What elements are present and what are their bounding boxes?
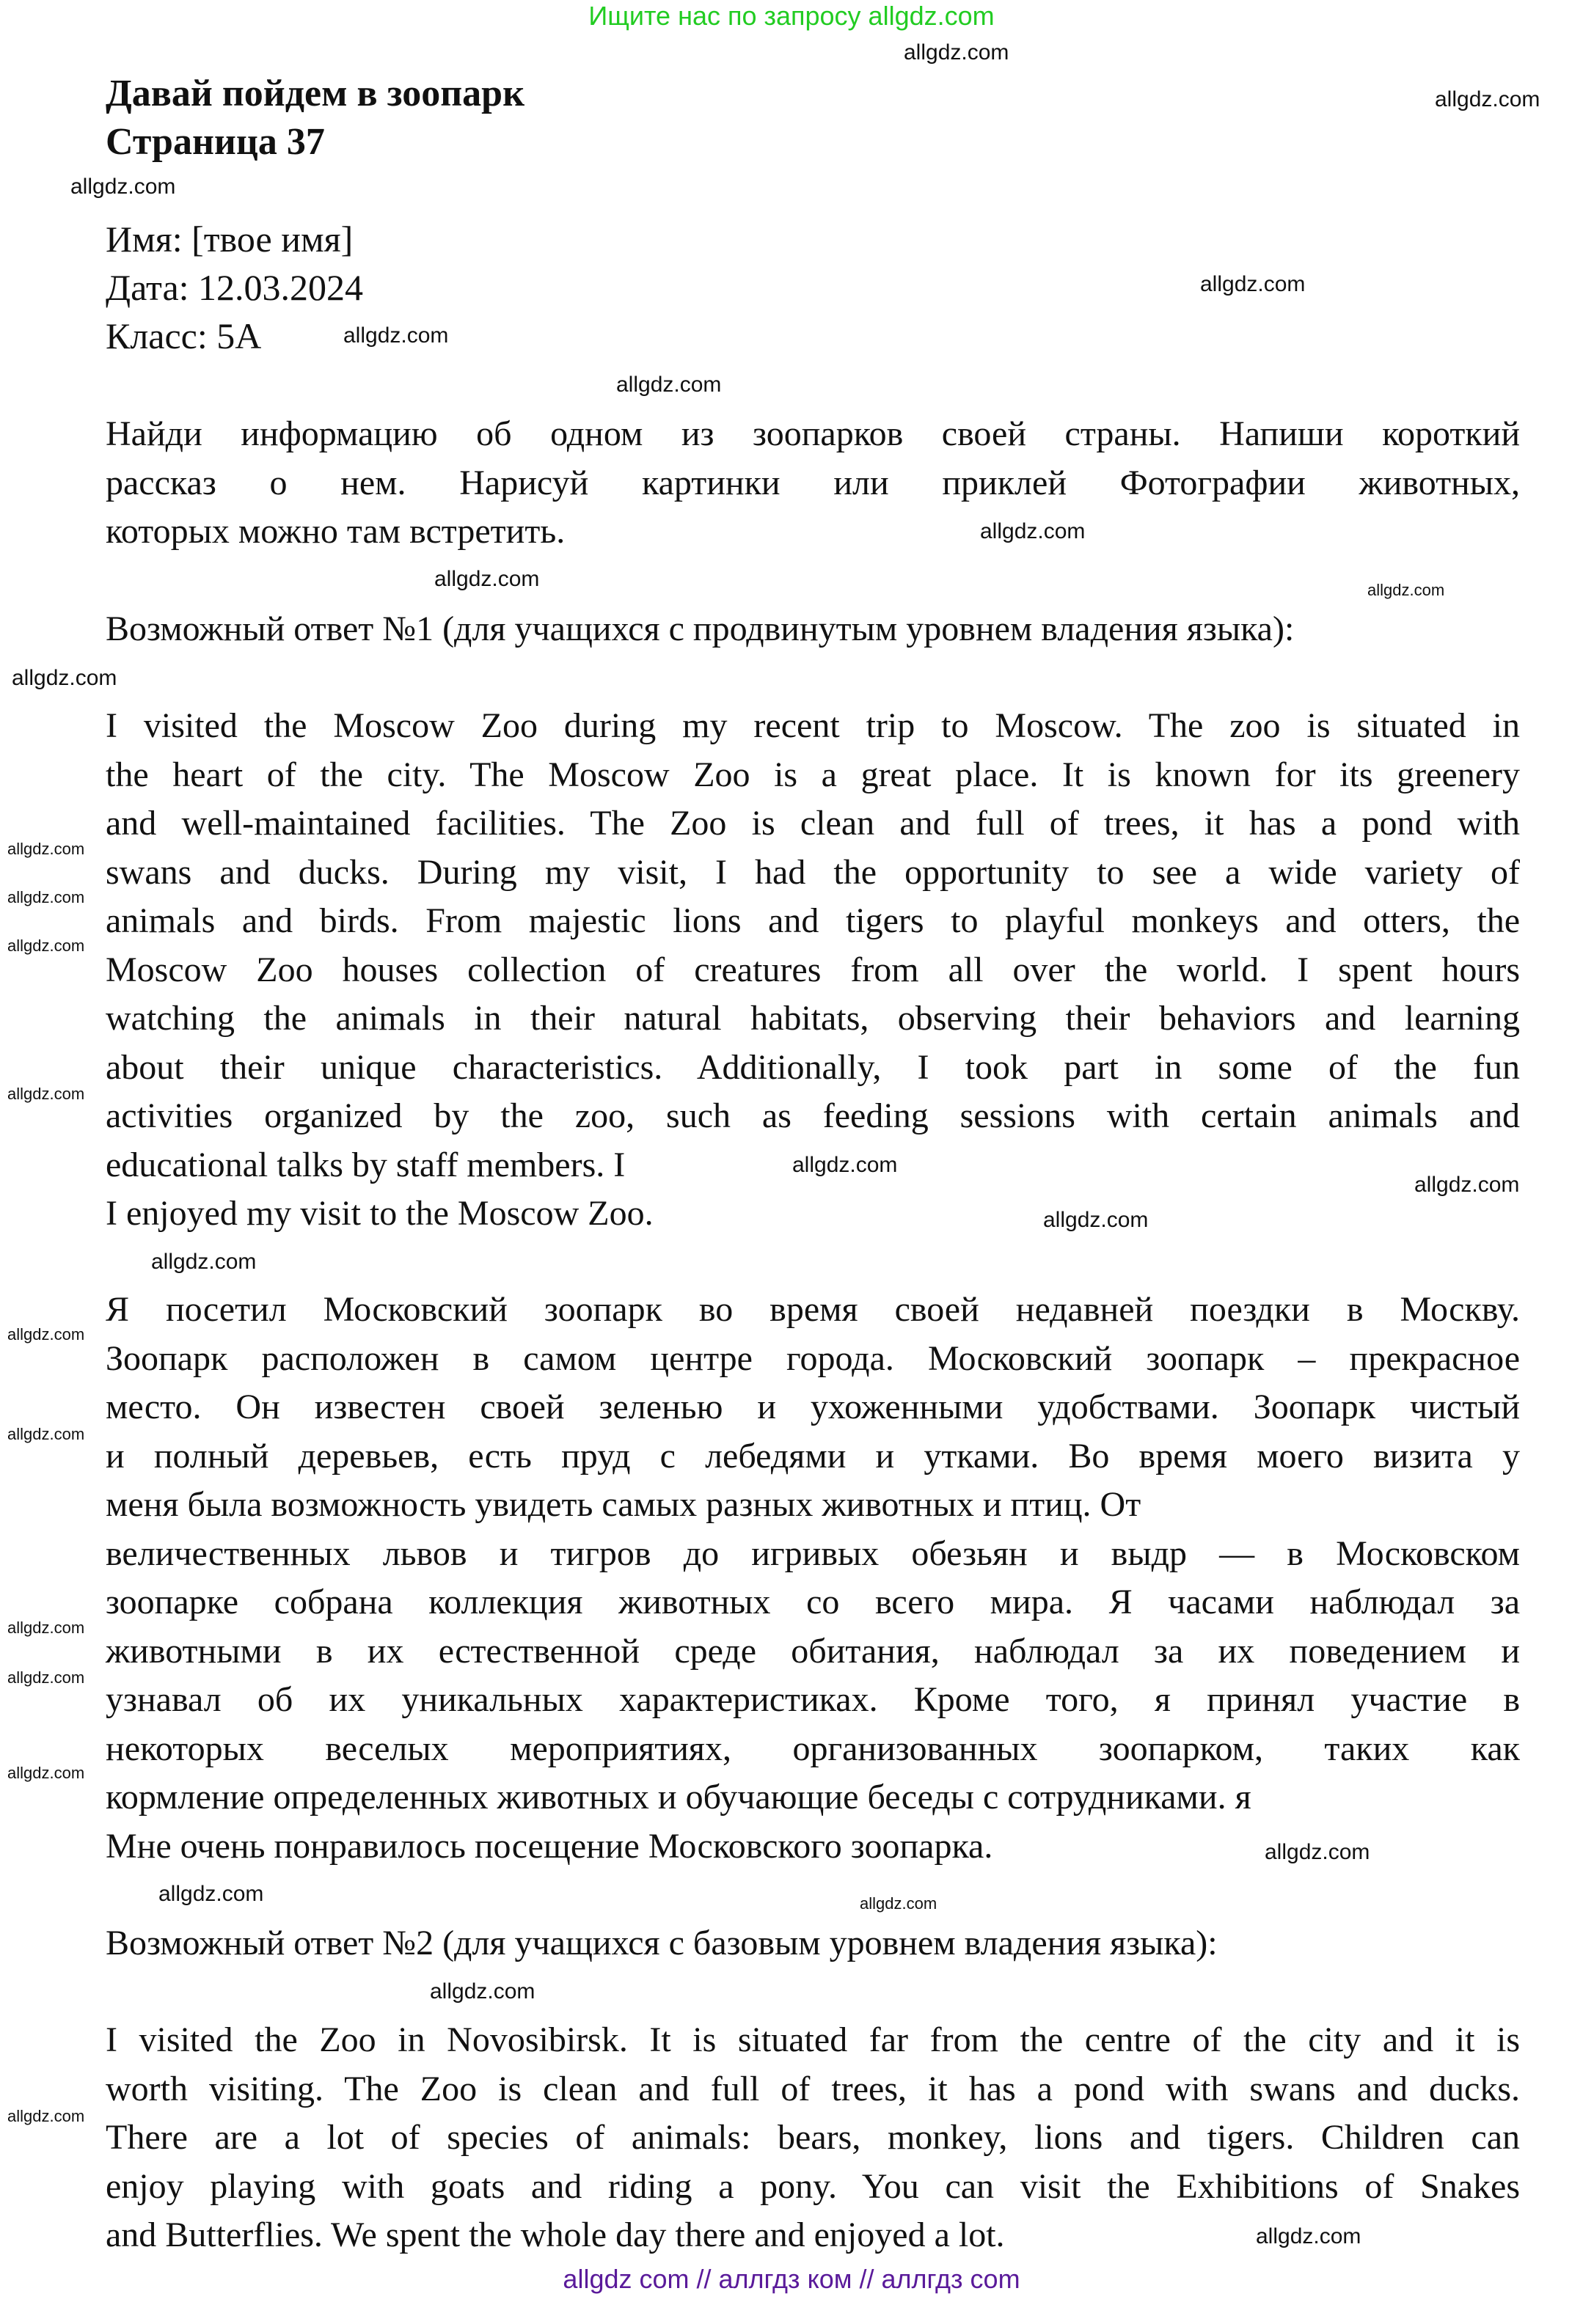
text-line: Зоопарк расположен в самом центре города. Московский зоопарк – прекрасное bbox=[106, 1338, 1520, 1378]
text-line: Найди информацию об одном из зоопарков своей страны. Напиши короткий bbox=[106, 414, 1520, 453]
text-line: I enjoyed my visit to the Moscow Zoo. bbox=[106, 1194, 654, 1233]
text-line: educational talks by staff members. I bbox=[106, 1145, 626, 1184]
answer1-russian-paragraph bbox=[106, 1286, 1520, 1871]
watermark: allgdz.com bbox=[7, 2107, 85, 2125]
text-line: the heart of the city. The Moscow Zoo is a great place. It is known for its greenery bbox=[106, 755, 1520, 794]
text-line: которых можно там встретить. bbox=[106, 512, 566, 551]
answer1-heading bbox=[106, 605, 1520, 654]
watermark: allgdz.com bbox=[12, 666, 117, 690]
watermark: allgdz.com bbox=[1367, 581, 1445, 599]
watermark: allgdz.com bbox=[860, 1894, 937, 1913]
watermark: allgdz.com bbox=[158, 1882, 264, 1906]
text-line: меня была возможность увидеть самых разных животных и птиц. От bbox=[106, 1485, 1141, 1524]
text-line: I visited the Zoo in Novosibirsk. It is situated far from the centre of the city and it is bbox=[106, 2020, 1520, 2059]
watermark: allgdz.com bbox=[792, 1153, 898, 1177]
watermark: allgdz.com bbox=[7, 1425, 85, 1443]
watermark: allgdz.com bbox=[7, 936, 85, 955]
watermark: allgdz.com bbox=[1265, 1840, 1370, 1864]
watermark: allgdz.com bbox=[7, 888, 85, 906]
text-line: узнавал об их уникальных характеристиках. Кроме того, я принял участие в bbox=[106, 1680, 1520, 1719]
text-line: рассказ о нем. Нарисуй картинки или приклей Фотографии животных, bbox=[106, 463, 1520, 502]
watermark: allgdz.com bbox=[1414, 1173, 1520, 1197]
text-line: Мне очень понравилось посещение Московского зоопарка. bbox=[106, 1826, 993, 1866]
footer-banner-link[interactable]: allgdz com // аллгдз ком // аллгдз com bbox=[563, 2264, 1020, 2294]
name-field: Имя: [твое имя] bbox=[106, 219, 354, 260]
watermark: allgdz.com bbox=[7, 1325, 85, 1344]
text-line: enjoy playing with goats and riding a pony. You can visit the Exhibitions of Snakes bbox=[106, 2166, 1520, 2206]
watermark: allgdz.com bbox=[151, 1250, 257, 1274]
watermark: allgdz.com bbox=[7, 1085, 85, 1103]
answer2-english-paragraph bbox=[106, 2016, 1520, 2260]
watermark: allgdz.com bbox=[7, 1764, 85, 1782]
watermark: allgdz.com bbox=[7, 1619, 85, 1637]
text-line: watching the animals in their natural habitats, observing their behaviors and learning bbox=[106, 999, 1520, 1038]
watermark: allgdz.com bbox=[904, 40, 1009, 65]
text-line: worth visiting. The Zoo is clean and full of trees, it has a pond with swans and ducks. bbox=[106, 2069, 1520, 2108]
answer2-heading-text: Возможный ответ №2 (для учащихся с базовым уровнем владения языка): bbox=[106, 1924, 1218, 1962]
text-line: и полный деревьев, есть пруд с лебедями и утками. Во время моего визита у bbox=[106, 1436, 1520, 1476]
page-title: Давай пойдем в зоопарк bbox=[106, 73, 525, 114]
text-line: место. Он известен своей зеленью и ухоженными удобствами. Зоопарк чистый bbox=[106, 1388, 1520, 1426]
text-line: Moscow Zoo houses collection of creatures from all over the world. I spent hours bbox=[106, 950, 1520, 989]
text-line: swans and ducks. During my visit, I had the opportunity to see a wide variety of bbox=[106, 852, 1520, 892]
text-line: зоопарке собрана коллекция животных со всего мира. Я часами наблюдал за bbox=[106, 1583, 1520, 1621]
text-line: activities organized by the zoo, such as feeding sessions with certain animals and bbox=[106, 1096, 1520, 1135]
watermark: allgdz.com bbox=[980, 519, 1086, 543]
page-number: Страница 37 bbox=[106, 121, 325, 163]
watermark: allgdz.com bbox=[616, 373, 722, 397]
watermark: allgdz.com bbox=[7, 1668, 85, 1687]
answer2-heading bbox=[106, 1919, 1520, 1968]
text-line: and well-maintained facilities. The Zoo is clean and full of trees, it has a pond with bbox=[106, 804, 1520, 843]
watermark: allgdz.com bbox=[434, 567, 540, 591]
text-line: There are a lot of species of animals: bears, monkey, lions and tigers. Children can bbox=[106, 2118, 1520, 2157]
watermark: allgdz.com bbox=[70, 175, 176, 199]
task-paragraph bbox=[106, 410, 1520, 557]
text-line: Я посетил Московский зоопарк во время своей недавней поездки в Москву. bbox=[106, 1290, 1520, 1329]
text-line: I visited the Moscow Zoo during my recent trip to Moscow. The zoo is situated in bbox=[106, 706, 1520, 745]
date-field: Дата: 12.03.2024 bbox=[106, 267, 364, 308]
text-line: about their unique characteristics. Additionally, I took part in some of the fun bbox=[106, 1047, 1520, 1087]
watermark: allgdz.com bbox=[7, 840, 85, 858]
text-line: and Butterflies. We spent the whole day there and enjoyed a lot. bbox=[106, 2215, 1005, 2254]
watermark: allgdz.com bbox=[1435, 87, 1540, 111]
text-line: animals and birds. From majestic lions and tigers to playful monkeys and otters, the bbox=[106, 901, 1520, 940]
text-line: величественных львов и тигров до игривых обезьян и выдр — в Московском bbox=[106, 1533, 1520, 1573]
watermark: allgdz.com bbox=[343, 323, 449, 348]
watermark: allgdz.com bbox=[430, 1979, 535, 2004]
text-line: животными в их естественной среде обитания, наблюдал за их поведением и bbox=[106, 1631, 1520, 1671]
text-line: некоторых веселых мероприятиях, организованных зоопарком, таких как bbox=[106, 1729, 1520, 1768]
watermark: allgdz.com bbox=[1256, 2224, 1361, 2248]
answer1-heading-text: Возможный ответ №1 (для учащихся с продвинутым уровнем владения языка): bbox=[106, 609, 1295, 648]
header-banner-link[interactable]: Ищите нас по запросу allgdz.com bbox=[588, 1, 995, 31]
watermark: allgdz.com bbox=[1043, 1208, 1149, 1232]
class-field: Класс: 5А bbox=[106, 315, 262, 356]
watermark: allgdz.com bbox=[1200, 272, 1306, 296]
text-line: кормление определенных животных и обучающие беседы с сотрудниками. я bbox=[106, 1778, 1251, 1817]
